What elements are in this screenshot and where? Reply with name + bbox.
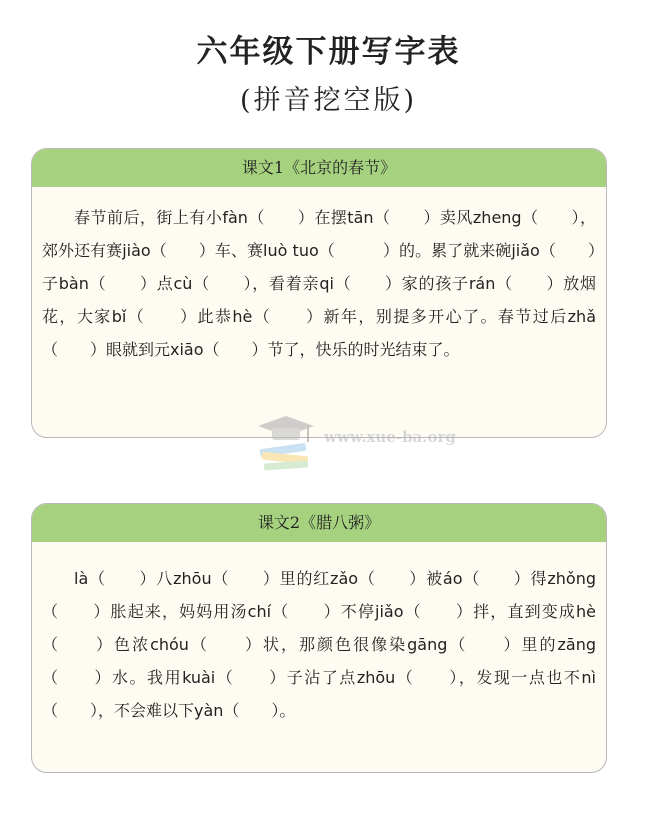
watermark — [254, 412, 494, 474]
graduation-cap-books-icon — [254, 412, 318, 474]
section-text-1: 春节前后，街上有小fàn（ ）在摆tān（ ）卖风zheng（ ），郊外还有赛jiào（ ）车、赛luò tuo（ ）的。累了就来碗jiǎo（ ）子bàn（ ）点cù（ ），看着亲qi（ ）家的孩子rán（ ）放烟花，大家bǐ（ ）此恭hè（ ）新年，别提多开心了。春节过后zhǎ（ ）眼就到元xiāo（ ）节了，快乐的时光结束了。 — [42, 208, 596, 359]
section-heading-1: 课文1《北京的春节》 — [32, 149, 606, 187]
page-subtitle: (拼音挖空版) — [239, 85, 418, 116]
page-title: 六年级下册写字表 — [196, 34, 461, 70]
section-heading-2: 课文2《腊八粥》 — [32, 504, 606, 542]
section-card-1 — [31, 148, 607, 438]
watermark-text: www.xue-ba.org — [324, 428, 456, 446]
section-text-2: là（ ）八zhōu（ ）里的红zǎo（ ）被áo（ ）得zhǒng（ ）胀起来，妈妈用汤chí（ ）不停jiǎo（ ）拌，直到变成hè（ ）色浓chóu（ ）状，那颜色很像染gāng（ ）里的zāng（ ）水。我用kuài（ ）子沾了点zhōu（ ），发现一点也不nì（ ），不会难以下yàn（ ）。 — [42, 569, 596, 720]
section-card-2 — [31, 503, 607, 773]
